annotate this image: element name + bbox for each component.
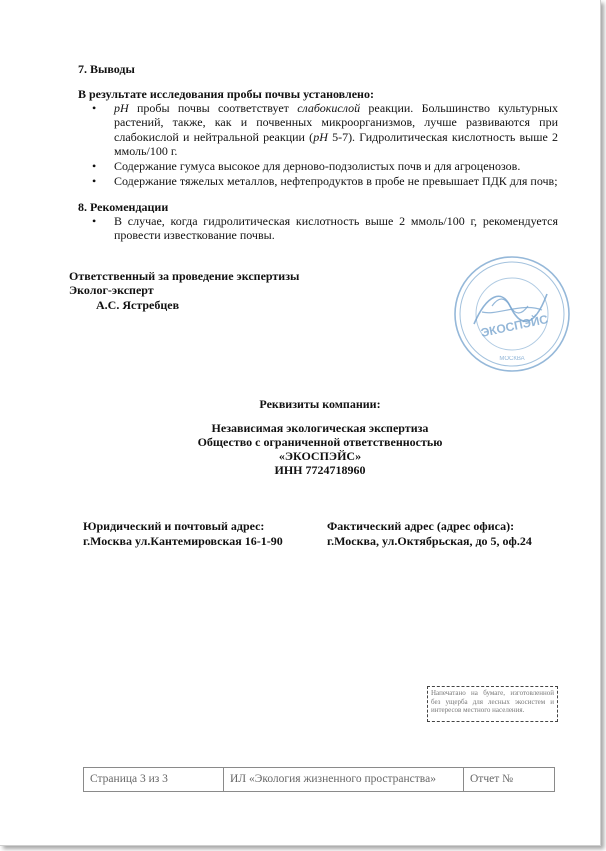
recommendations-heading: 8. Рекомендации [78, 200, 169, 214]
conclusions-heading: 7. Выводы [78, 62, 135, 76]
conclusion-item-humus: • Содержание гумуса высокое для дерново-подзолистых почв и для агроценозов. [92, 159, 558, 173]
recommendations-list [92, 214, 558, 243]
conclusion-item-ph: • pH пробы почвы соответствует слабокислой реакции. Большинство культурных растений, также, как и почвенных микроорганизмов, лучше развиваются при слабокислой и нейтральной реакции (pH 5-7). Гидролитическая кислотность выше 2 ммоль/100 г. [92, 101, 558, 158]
footer-organization: ИЛ «Экология жизненного пространства» [224, 768, 464, 791]
stamp-city: МОСКВА [499, 356, 525, 362]
actual-address-label: Фактический адрес (адрес офиса): [327, 519, 515, 533]
responsible-role: Эколог-эксперт [69, 283, 154, 297]
recommendation-item: • В случае, когда гидролитическая кислотность выше 2 ммоль/100 г, рекомендуется провести известкование почвы. [92, 214, 558, 243]
requisites-line-3: «ЭКОСПЭЙС» [278, 449, 362, 463]
footer-page-number: Страница 3 из 3 [84, 768, 224, 791]
conclusions-list [92, 101, 558, 189]
footer-report-number: Отчет № [470, 773, 514, 785]
legal-address-value: г.Москва ул.Кантемировская 16-1-90 [83, 534, 283, 548]
eco-paper-note: Напечатано на бумаге, изготовленной без ущерба для лесных экосистем и интересов местного населения. [427, 686, 558, 722]
actual-address-value: г.Москва, ул.Октябрьская, до 5, оф.24 [327, 534, 532, 548]
responsible-name: А.С. Ястребцев [96, 298, 180, 312]
conclusions-subheading: В результате исследования пробы почвы установлено: [78, 87, 374, 101]
company-stamp [452, 254, 572, 374]
legal-address-label: Юридический и почтовый адрес: [83, 519, 265, 533]
requisites-heading: Реквизиты компании: [259, 397, 381, 411]
conclusion-item-metals: • Содержание тяжелых металлов, нефтепродуктов в пробе не превышает ПДК для почв; [92, 174, 558, 188]
page-footer [83, 767, 555, 792]
requisites-line-4: ИНН 7724718960 [274, 463, 366, 477]
requisites-line-1: Независимая экологическая экспертиза [211, 421, 429, 435]
responsible-title: Ответственный за проведение экспертизы [69, 269, 300, 283]
stamp-center-text: ЭКОСПЭЙС [479, 312, 550, 340]
requisites-line-2: Общество с ограниченной ответственностью [197, 435, 443, 449]
